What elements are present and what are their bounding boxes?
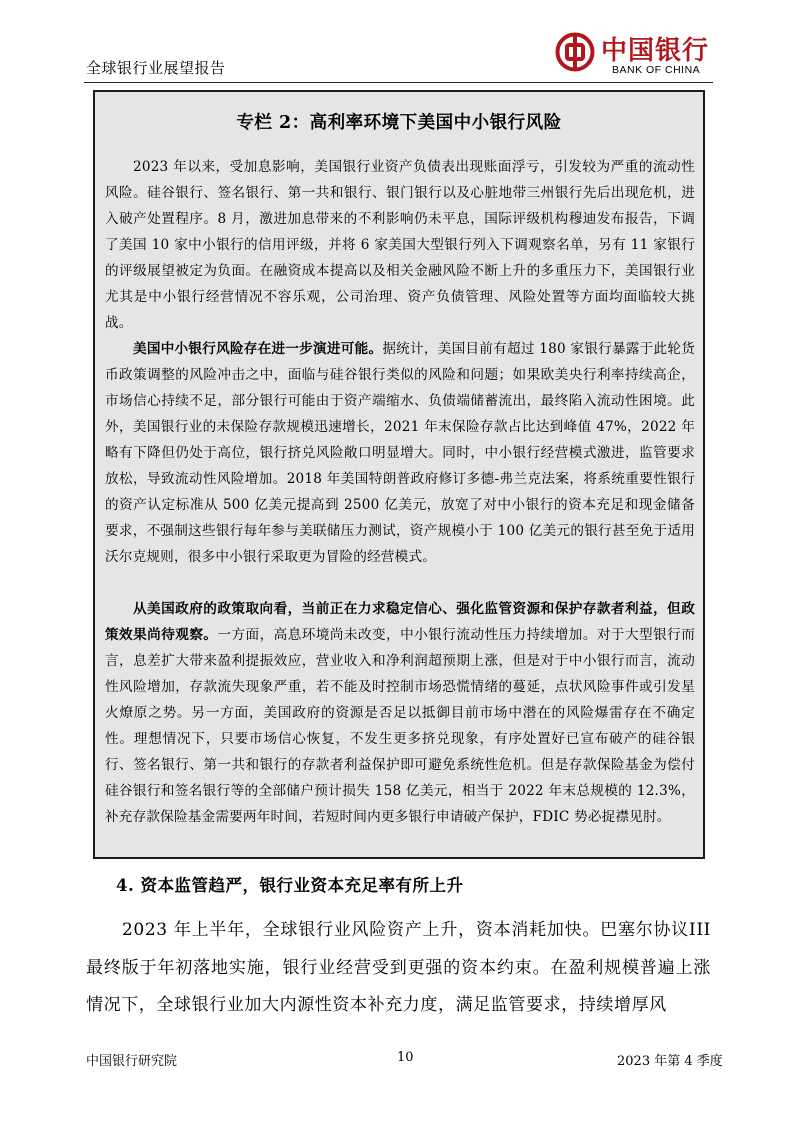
box-paragraph-2	[105, 336, 695, 570]
box-paragraph-3	[105, 596, 695, 830]
box-paragraph-1: 2023 年以来，受加息影响，美国银行业资产负债表出现账面浮亏，引发较为严重的流动性风险。硅谷银行、签名银行、第一共和银行、银门银行以及心脏地带三州银行先后出现危机，进入破产处置程序。8 月，激进加息带来的不利影响仍未平息，国际评级机构穆迪发布报告，下调了美国 10 家中小银行的信用评级，并将 6 家美国大型银行列入下调观察名单，另有 11 家银行的评级展望被定为负面。在融资成本提高以及相关金融风险不断上升的多重压力下，美国银行业尤其是中小银行经营情况不容乐观，公司治理、资产负债管理、风险处置等方面均面临较大挑战。	[105, 159, 695, 331]
footer-page-number: 10	[397, 1050, 414, 1065]
boc-logo-icon	[555, 32, 595, 72]
bank-logo	[555, 30, 715, 80]
box-paragraph-3-lead: 从美国政府的政策取向看，当前正在力求稳定信心、强化监管资源和保护存款者利益，但政策效果尚待观察。	[105, 601, 695, 643]
box-paragraph-2-lead: 美国中小银行风险存在进一步演进可能。	[133, 341, 383, 357]
footer-period: 2023 年第 4 季度	[617, 1054, 723, 1069]
logo-chinese-text: 中国银行	[601, 36, 710, 66]
logo-english-text: BANK OF CHINA	[612, 64, 701, 76]
box-paragraph-3-body: 一方面，高息环境尚未改变，中小银行流动性压力持续增加。对于大型银行而言，息差扩大带来盈利提振效应，营业收入和净利润超预期上涨，但是对于中小银行而言，流动性风险增加，存款流失现象严重，若不能及时控制市场恐慌情绪的蔓延，点状风险事件或引发星火燎原之势。另一方面，美国政府的资源是否足以抵御目前市场中潜在的风险爆雷存在不确定性。理想情况下，只要市场信心恢复，不发生更多挤兑现象，有序处置好已宣布破产的硅谷银行、签名银行、第一共和银行的存款者利益保护即可避免系统性危机。但是存款保险基金为偿付硅谷银行和签名银行等的全部储户预计损失 158 亿美元，相当于 2022 年末总规模的 12.3%，补充存款保险基金需要两年时间，若短时间内更多银行申请破产保护，FDIC 势必捉襟见肘。	[105, 627, 695, 825]
body-paragraph: 2023 年上半年，全球银行业风险资产上升，资本消耗加快。巴塞尔协议III最终版于年初落地实施，银行业经营受到更强的资本约束。在盈利规模普遍上涨情况下，全球银行业加大内源性资本补充力度，满足监管要求，持续增厚风	[86, 920, 711, 1015]
report-title: 全球银行业展望报告	[86, 59, 226, 77]
section-heading: 4. 资本监管趋严，银行业资本充足率有所上升	[116, 876, 464, 895]
box-title: 专栏 2：高利率环境下美国中小银行风险	[236, 113, 562, 133]
sidebar-box	[93, 90, 705, 859]
header-divider	[84, 82, 713, 83]
box-paragraph-2-body: 据统计，美国目前有超过 180 家银行暴露于此轮货币政策调整的风险冲击之中，面临与硅谷银行类似的风险和问题；如果欧美央行利率持续高企，市场信心持续不足，部分银行可能由于资产端缩水、负债端储蓄流出，最终陷入流动性困境。此外，美国银行业的未保险存款规模迅速增长，2021 年末保险存款占比达到峰值 47%，2022 年略有下降但仍处于高位，银行挤兑风险敞口明显增大。同时，中小银行经营模式激进，监管要求放松，导致流动性风险增加。2018 年美国特朗普政府修订多德-弗兰克法案，将系统重要性银行的资产认定标准从 500 亿美元提高到 2500 亿美元，放宽了对中小银行的资本充足和现金储备要求，不强制这些银行每年参与美联储压力测试，资产规模小于 100 亿美元的银行甚至免于适用沃尔克规则，很多中小银行采取更为冒险的经营模式。	[105, 341, 695, 565]
footer-organization: 中国银行研究院	[86, 1054, 178, 1069]
